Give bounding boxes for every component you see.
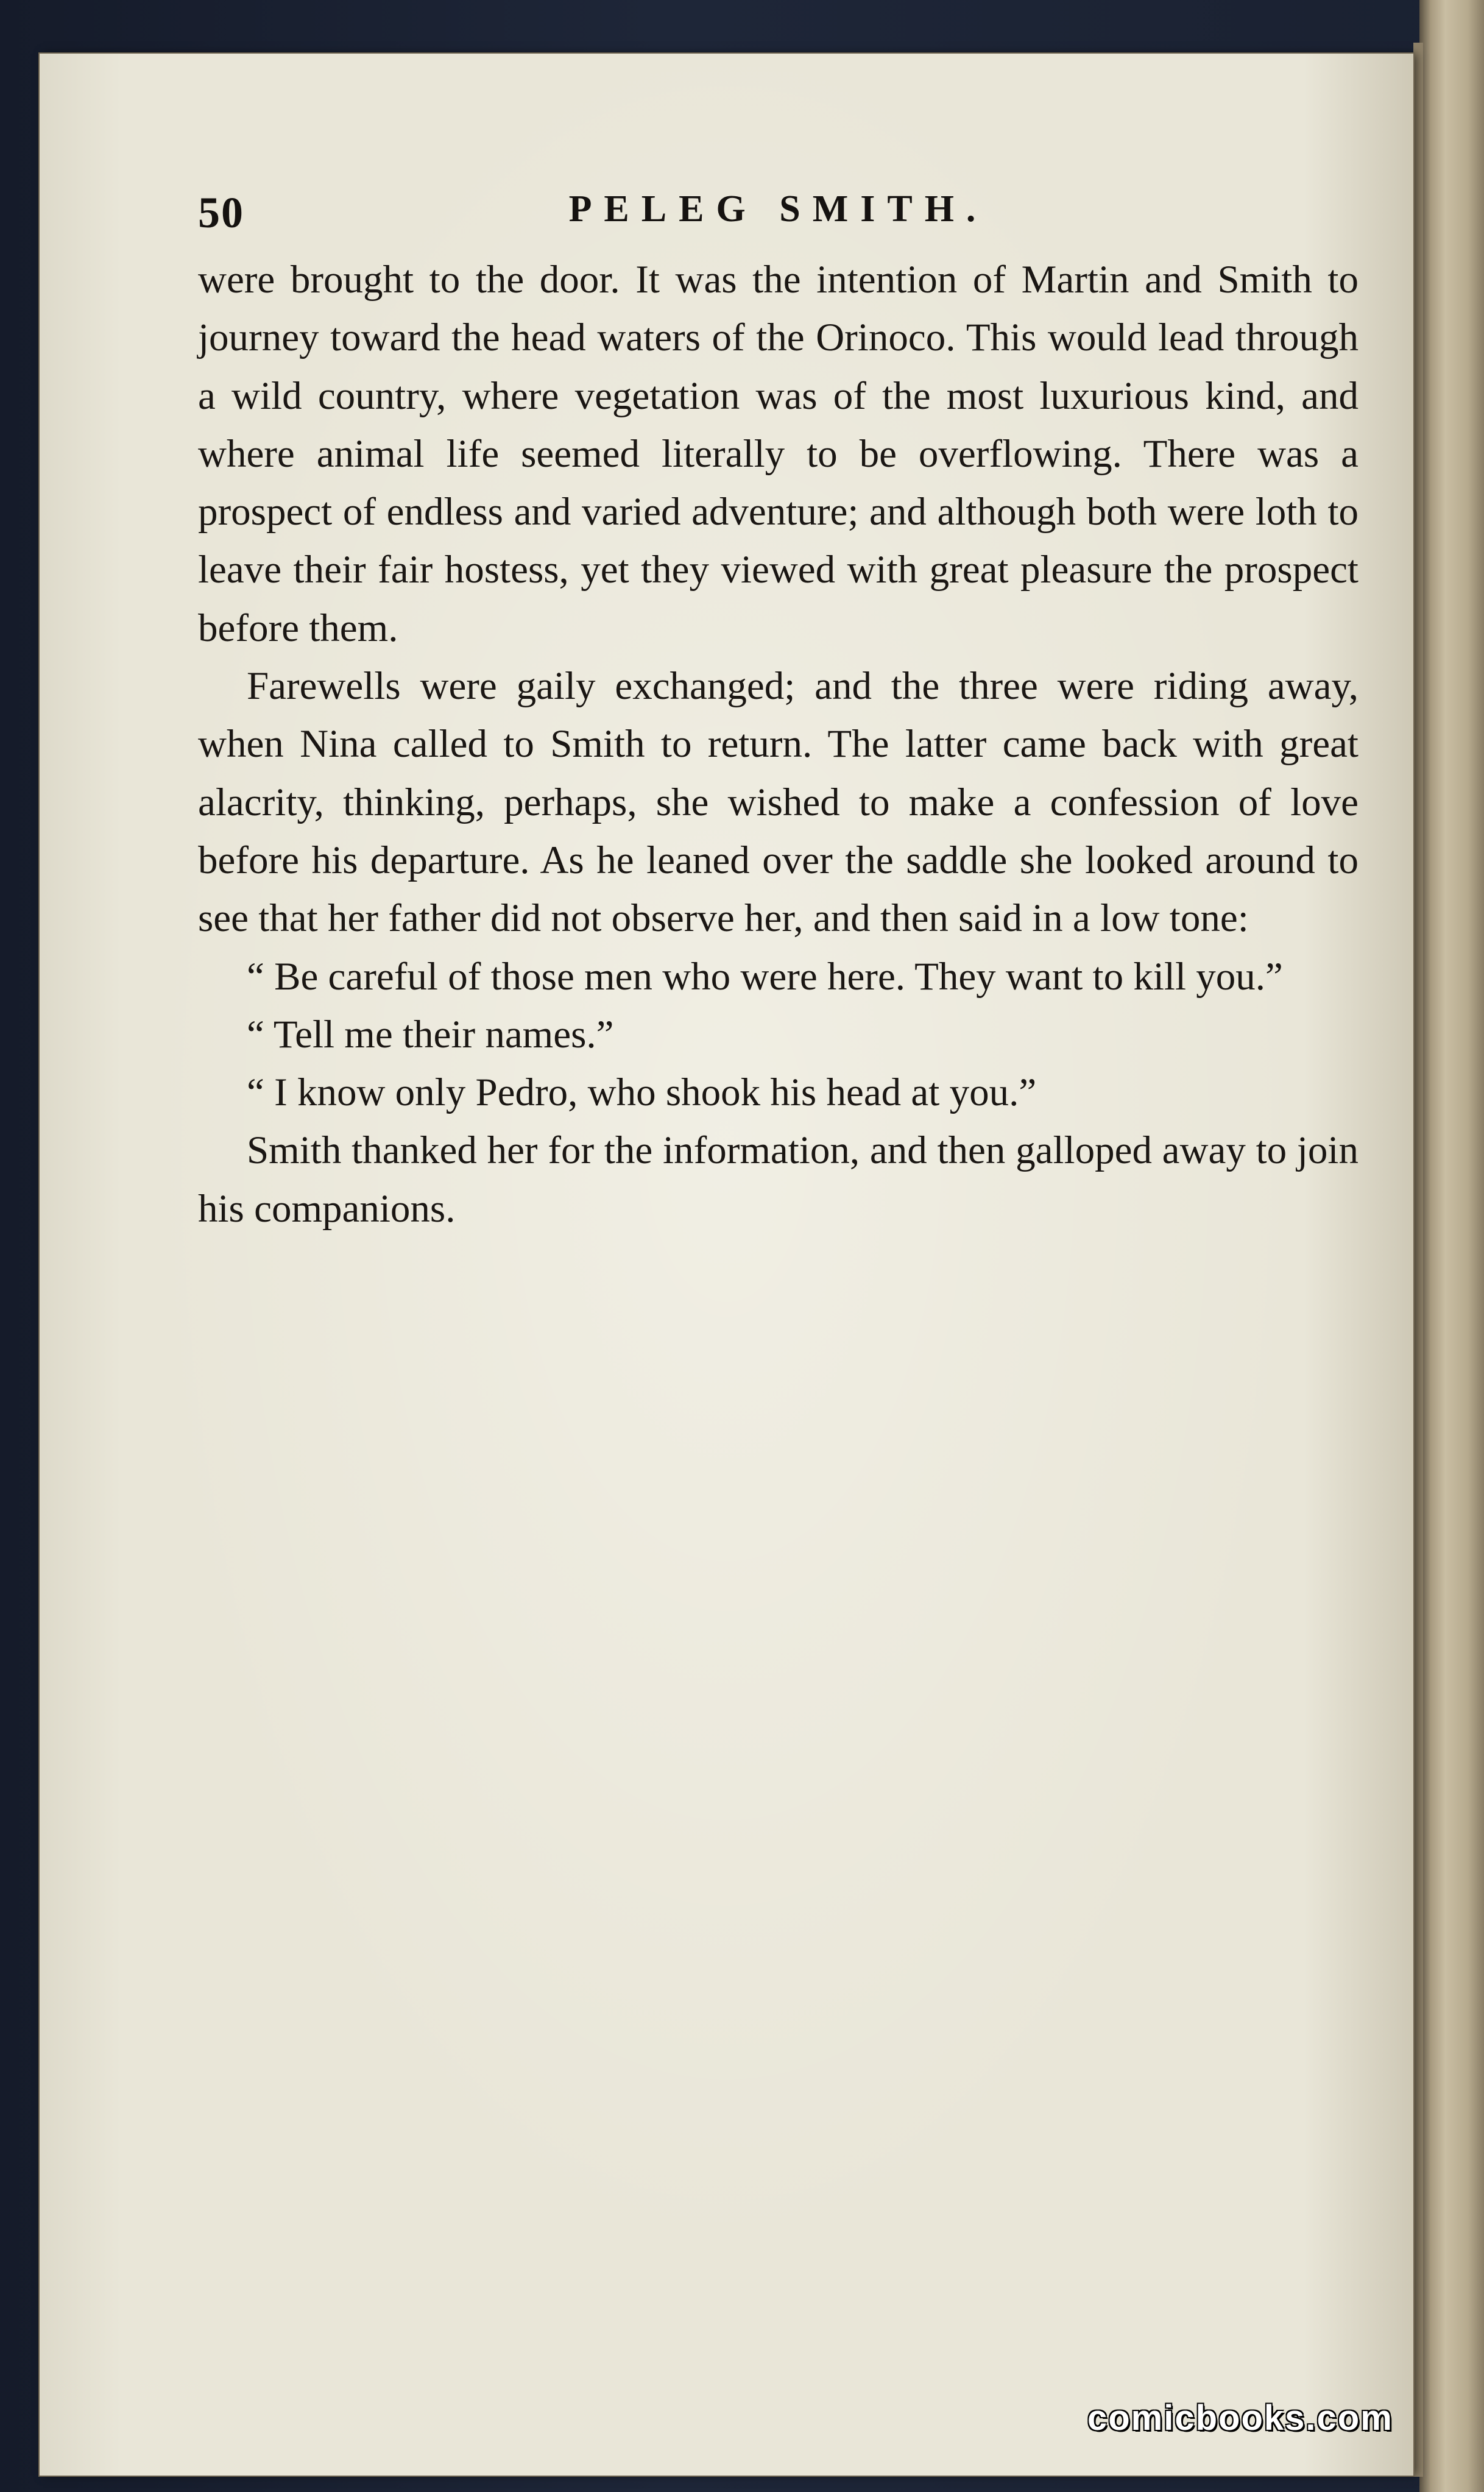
paragraph: Smith thanked her for the information, and then galloped away to join his companions. xyxy=(198,1128,1359,1231)
adjacent-page-edge xyxy=(1419,0,1484,2492)
paragraph: Farewells were gaily exchanged; and the three were riding away, when Nina called to Smith to return. The latter came back with great alacrity, thinking, perhaps, she wished to make a confession of love before his departure. As he leaned over the saddle she looked around to see that her father did not observe her, and then said in a low tone: xyxy=(198,664,1359,941)
watermark-logo: comicbooks.com xyxy=(1087,2398,1393,2438)
paragraph: “ I know only Pedro, who shook his head at you.” xyxy=(247,1071,1037,1115)
running-head: PELEG SMITH. xyxy=(568,188,988,230)
paragraph: were brought to the door. It was the intention of Martin and Smith to journey toward the head waters of the Orinoco. This would lead through a wild country, where vegetation was of the most luxurious kind, and where animal life seemed literally to be overflowing. There was a prospect of endless and varied adventure; and although both were loth to leave their fair hostess, yet they viewed with great pleasure the prospect before them. xyxy=(198,258,1359,650)
body-text xyxy=(198,251,1359,1238)
paragraph: “ Tell me their names.” xyxy=(247,1012,614,1057)
page-number: 50 xyxy=(198,188,244,237)
page-header xyxy=(198,183,1359,250)
paragraph: “ Be careful of those men who were here. They want to kill you.” xyxy=(247,954,1283,999)
page-fore-edge xyxy=(1413,43,1423,2477)
